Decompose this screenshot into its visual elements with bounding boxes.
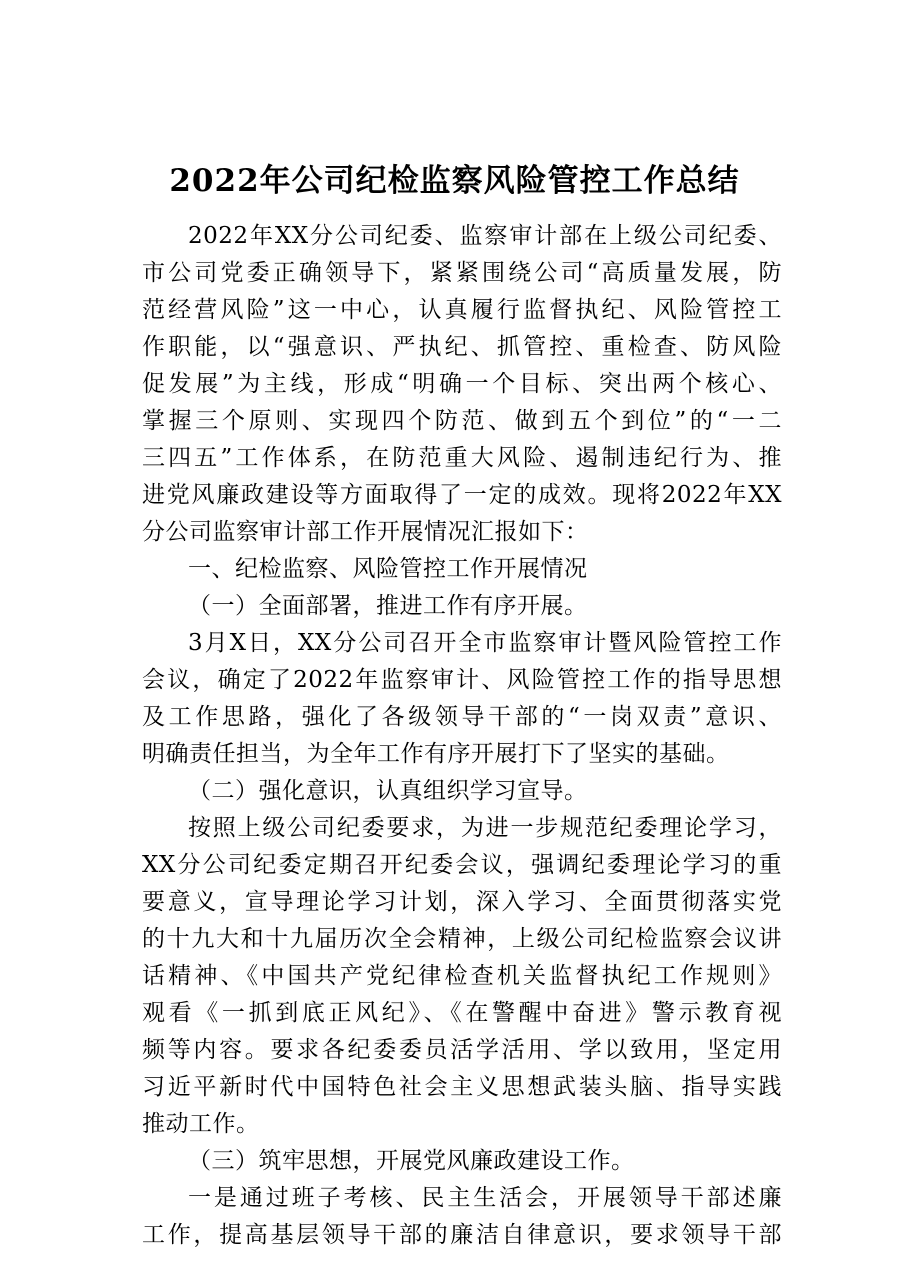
text-line: 范经营风险”这一中心，认真履行监督执纪、风险管控工: [142, 297, 782, 323]
text-line: 3月X日，XX分公司召开全市监察审计暨风险管控工作: [188, 630, 782, 656]
text-line: 工作，提高基层领导干部的廉洁自律意识，要求领导干部: [142, 1222, 782, 1248]
text-line: 明确责任担当，为全年工作有序开展打下了坚实的基础。: [142, 741, 730, 767]
text-line: 三四五”工作体系，在防范重大风险、遏制违纪行为、推: [142, 445, 782, 471]
text-line: 频等内容。要求各纪委委员活学活用、学以致用，坚定用: [142, 1037, 782, 1063]
document-body: [142, 218, 782, 1254]
subsection-heading: （三）筑牢思想，开展党风廉政建设工作。: [188, 1148, 635, 1174]
text-line: 的十九大和十九届历次全会精神，上级公司纪检监察会议讲: [142, 926, 782, 952]
text-line: 要意义，宣导理论学习计划，深入学习、全面贯彻落实党: [142, 889, 782, 915]
paragraph-3: [142, 1180, 782, 1254]
text-line: 市公司党委正确领导下，紧紧围绕公司“高质量发展，防: [142, 260, 782, 286]
text-line: 促发展”为主线，形成“明确一个目标、突出两个核心、: [142, 371, 782, 397]
text-line: 2022年XX分公司纪委、监察审计部在上级公司纪委、: [188, 223, 782, 249]
document-title: 2022年公司纪检监察风险管控工作总结: [169, 163, 740, 199]
paragraph-1: [142, 625, 782, 773]
text-line: 按照上级公司纪委要求，为进一步规范纪委理论学习，: [188, 815, 782, 841]
subsection-heading: （二）强化意识，认真组织学习宣导。: [188, 778, 588, 804]
paragraph-intro: [142, 218, 782, 551]
text-line: 及工作思路，强化了各级领导干部的“一岗双责”意识、: [142, 704, 782, 730]
text-line: 作职能，以“强意识、严执纪、抓管控、重检查、防风险: [142, 334, 782, 360]
section-heading: 一、纪检监察、风险管控工作开展情况: [188, 556, 588, 582]
text-line: 进党风廉政建设等方面取得了一定的成效。现将2022年XX: [142, 482, 782, 508]
text-line: 观看《一抓到底正风纪》、《在警醒中奋进》警示教育视: [142, 1000, 782, 1026]
text-line: 话精神、《中国共产党纪律检查机关监督执纪工作规则》: [142, 963, 782, 989]
text-line: 一是通过班子考核、民主生活会，开展领导干部述廉: [188, 1185, 782, 1211]
text-line: 会议，确定了2022年监察审计、风险管控工作的指导思想: [142, 667, 782, 693]
paragraph-2: [142, 810, 782, 1143]
text-line: 推动工作。: [142, 1111, 260, 1137]
text-line: 分公司监察审计部工作开展情况汇报如下：: [142, 519, 589, 545]
subsection-heading: （一）全面部署，推进工作有序开展。: [188, 593, 588, 619]
text-line: 习近平新时代中国特色社会主义思想武装头脑、指导实践: [142, 1074, 782, 1100]
text-line: 掌握三个原则、实现四个防范、做到五个到位”的“一二: [142, 408, 782, 434]
text-line: XX分公司纪委定期召开纪委会议，强调纪委理论学习的重: [142, 852, 782, 878]
